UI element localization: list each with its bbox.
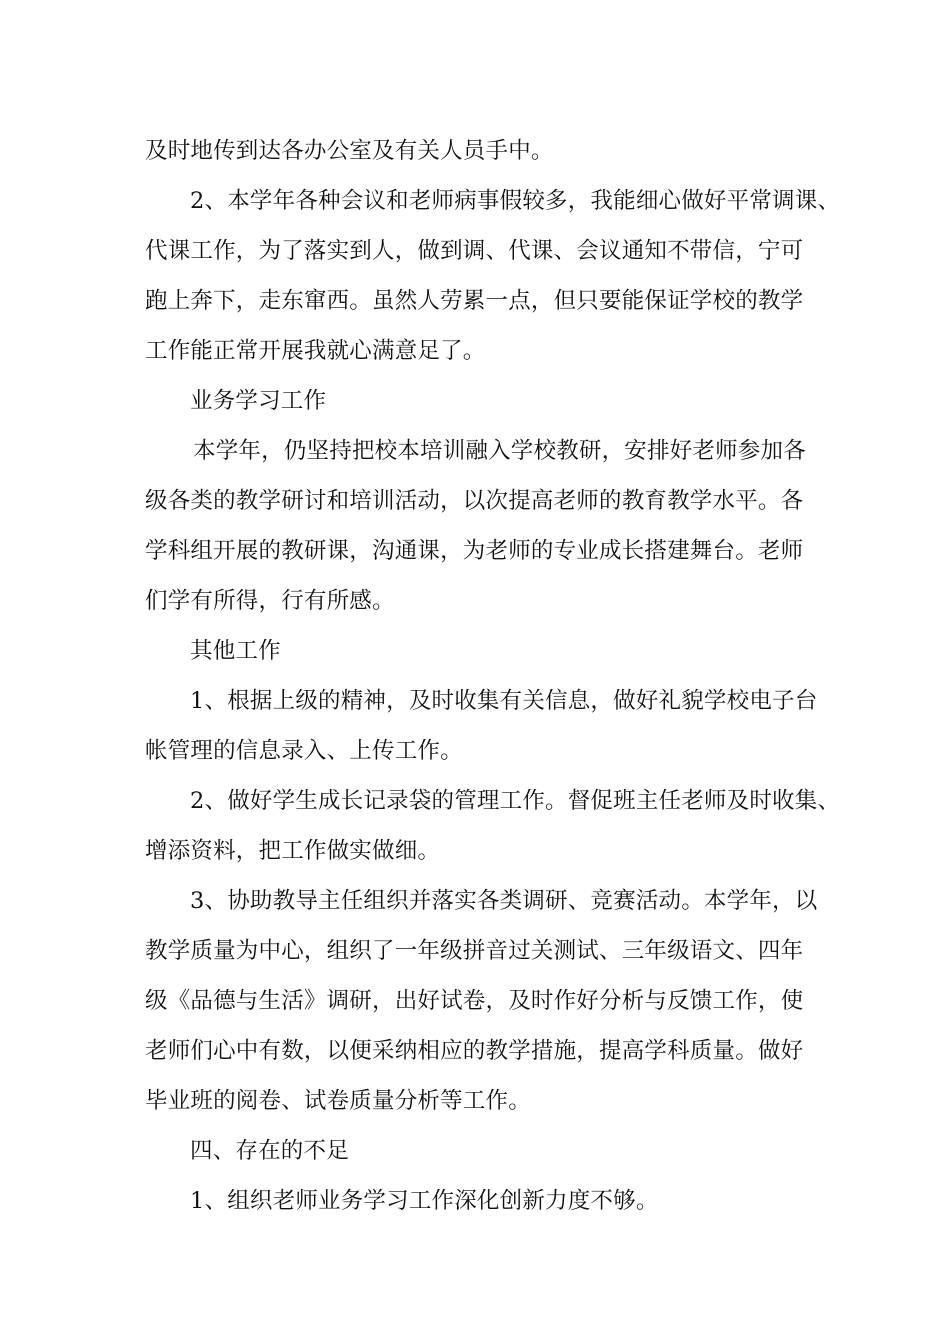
text-line: 级《品德与生活》调研，出好试卷，及时作好分析与反馈工作，使 <box>145 988 804 1014</box>
text-line: 3、协助教导主任组织并落实各类调研、竞赛活动。本学年，以 <box>190 888 818 914</box>
text-line: 本学年，仍坚持把校本培训融入学校教研，安排好老师参加各 <box>193 438 806 464</box>
text-line: 增添资料，把工作做实做细。 <box>145 838 441 864</box>
section-heading: 四、存在的不足 <box>190 1138 349 1164</box>
section-heading: 其他工作 <box>190 638 281 664</box>
text-line: 们学有所得，行有所感。 <box>145 588 395 614</box>
text-line: 工作能正常开展我就心满意足了。 <box>145 338 486 364</box>
text-line: 跑上奔下，走东窜西。虽然人劳累一点，但只要能保证学校的教学 <box>145 288 804 314</box>
text-line: 教学质量为中心，组织了一年级拼音过关测试、三年级语文、四年 <box>145 938 804 964</box>
text-line: 老师们心中有数，以便采纳相应的教学措施，提高学科质量。做好 <box>145 1038 804 1064</box>
text-line: 2、做好学生成长记录袋的管理工作。督促班主任老师及时收集、 <box>190 788 841 814</box>
text-line: 帐管理的信息录入、上传工作。 <box>145 738 463 764</box>
text-line: 2、本学年各种会议和老师病事假较多，我能细心做好平常调课、 <box>190 188 841 214</box>
text-line: 级各类的教学研讨和培训活动，以次提高老师的教育教学水平。各 <box>145 488 804 514</box>
section-heading: 业务学习工作 <box>190 388 327 414</box>
text-line: 代课工作，为了落实到人，做到调、代课、会议通知不带信，宁可 <box>145 238 804 264</box>
text-line: 学科组开展的教研课，沟通课，为老师的专业成长搭建舞台。老师 <box>145 538 804 564</box>
text-line: 1、根据上级的精神，及时收集有关信息，做好礼貌学校电子台 <box>190 688 818 714</box>
text-line: 毕业班的阅卷、试卷质量分析等工作。 <box>145 1088 531 1114</box>
text-line: 及时地传到达各办公室及有关人员手中。 <box>145 138 554 164</box>
text-line: 1、组织老师业务学习工作深化创新力度不够。 <box>190 1188 659 1214</box>
